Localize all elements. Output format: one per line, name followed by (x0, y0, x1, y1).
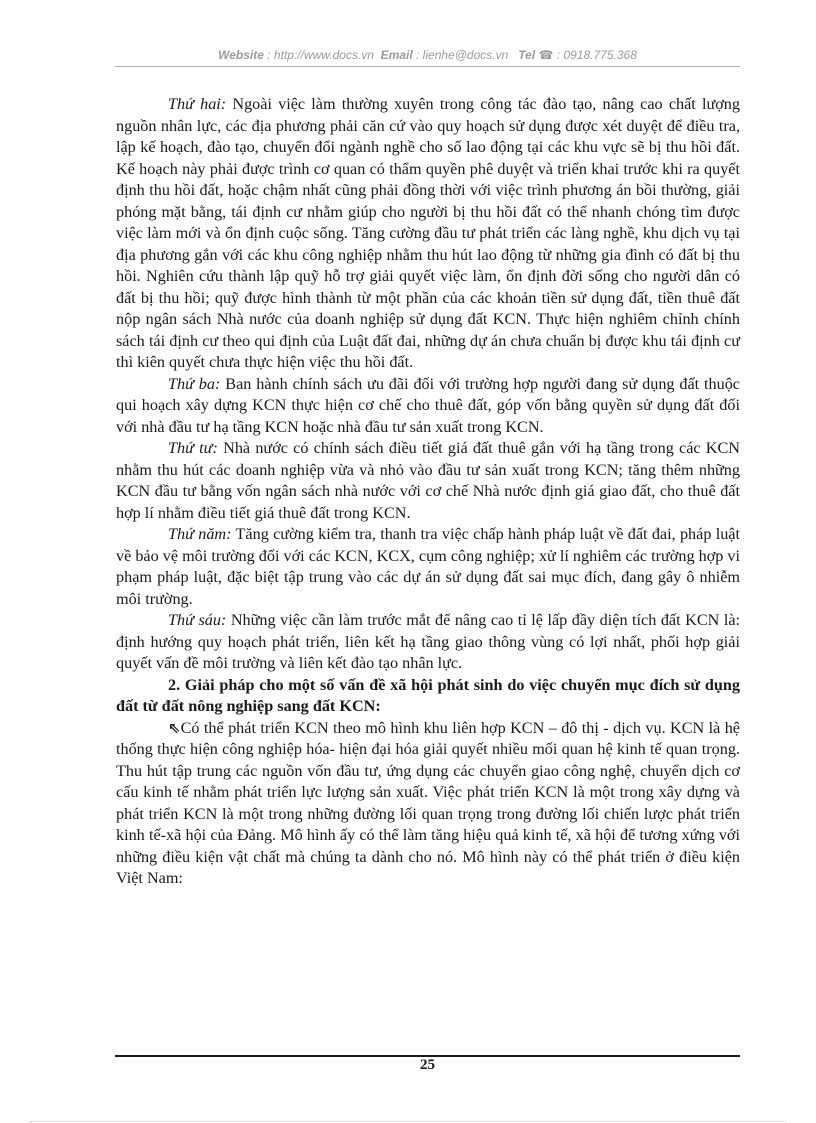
paragraph-lead: Thứ hai: (168, 95, 227, 113)
paragraph-lead: Thứ ba: (168, 374, 221, 393)
paragraph-final (116, 718, 740, 890)
paragraph-text: Những việc cần làm trước mắt để nâng cao tỉ lệ lấp đầy diện tích đất KCN là: định hướng quy hoạch phát triển, liên kết hạ tầng giao thông vùng có lợi nhất, phối hợp giải quyết vấn đề môi trường và liên kết đào tạo nhân lực. (116, 611, 740, 672)
arrow-bullet-icon: ⇖ (168, 718, 181, 737)
document-body (116, 94, 740, 890)
email-label: Email (380, 48, 413, 62)
tel-value: : 0918.775.368 (556, 48, 637, 62)
paragraph-thu-hai (116, 94, 740, 374)
page-number: 25 (420, 1057, 435, 1073)
paragraph-thu-tu (116, 438, 740, 524)
website-value: : http://www.docs.vn (267, 48, 374, 62)
paragraph-thu-nam (116, 524, 740, 610)
paragraph-lead: Thứ sáu: (168, 611, 227, 629)
header-divider (115, 66, 740, 67)
paragraph-thu-sau (116, 610, 740, 675)
paragraph-thu-ba (116, 374, 740, 439)
paragraph-lead: Thứ năm: (168, 525, 232, 543)
paragraph-text: Ngoài việc làm thường xuyên trong công tác đào tạo, nâng cao chất lượng nguồn nhân lực, các địa phương phải căn cứ vào quy hoạch sử dụng được xét duyệt để điều tra, lập kế hoạch, đào tạo, chuyển đổi ngành nghề cho số lao động tại các khu vực sẽ bị thu hồi đất. Kế hoạch này phải được trình cơ quan có thẩm quyền phê duyệt và triển khai trước khi ra quyết định thu hồi đất, hoặc chậm nhất cũng phải đồng thời với việc trình phương án bồi thường, giải phóng mặt bằng, tái định cư nhằm giúp cho người bị thu hồi đất có thể nhanh chóng tìm được việc làm mới và ổn định cuộc sống. Tăng cường đầu tư phát triển các làng nghề, khu dịch vụ tại địa phương gắn với các khu công nghiệp nhằm thu hút lao động từ những gia đình có đất bị thu hồi. Nghiên cứu thành lập quỹ hỗ trợ giải quyết việc làm, ổn định đời sống cho người dân có đất bị thu hồi; quỹ được hình thành từ một phần của các khoản tiền sử dụng đất, tiền thuê đất nộp ngân sách Nhà nước của doanh nghiệp sử dụng đất KCN. Thực hiện nghiêm chỉnh chính sách tái định cư theo qui định của Luật đất đai, những dự án chưa chuẩn bị được khu tái định cư thì kiên quyết chưa thực hiện việc thu hồi đất. (116, 95, 740, 371)
website-label: Website (218, 48, 264, 62)
paragraph-text: Ban hành chính sách ưu đãi đối với trường hợp người đang sử dụng đất thuộc qui hoạch xây dựng KCN thực hiện cơ chế cho thuê đất, góp vốn bằng quyền sử dụng đất đối với nhà đầu tư hạ tầng KCN hoặc nhà đầu tư sản xuất trong KCN. (116, 374, 740, 436)
paragraph-lead: Thứ tư: (168, 439, 218, 457)
tel-label: Tel ☎ (518, 48, 554, 62)
paragraph-text: Tăng cường kiểm tra, thanh tra việc chấp hành pháp luật về đất đai, pháp luật về bảo vệ môi trường đối với các KCN, KCX, cụm công nghiệp; xử lí nghiêm các trường hợp vi phạm pháp luật, đặc biệt tập trung vào các dự án sử dụng đất sai mục đích, đang gây ô nhiễm môi trường. (116, 525, 740, 608)
page-header (115, 48, 740, 62)
section-heading: 2. Giải pháp cho một số vấn đề xã hội phát sinh do việc chuyển mục đích sử dụng đất từ đất nông nghiệp sang đất KCN: (116, 675, 740, 715)
paragraph-text: Có thể phát triển KCN theo mô hình khu liên hợp KCN – đô thị - dịch vụ. KCN là hệ thống thực hiện công nghiệp hóa- hiện đại hóa giải quyết nhiều mối quan hệ kinh tế quan trọng. Thu hút tập trung các nguồn vốn đầu tư, ứng dụng các chuyển giao công nghệ, chuyển dịch cơ cấu kinh tế nhằm phát triển lực lượng sản xuất. Việc phát triển KCN là một trong xây dựng và phát triển KCN là một trong những đường lối quan trọng trong đường lối chiến lược phát triển kinh tế-xã hội của Đảng. Mô hình ấy có thể làm tăng hiệu quả kinh tế, xã hội để tương xứng với những điều kiện vật chất mà chúng ta dành cho nó. Mô hình này có thể phát triển ở điều kiện Việt Nam: (116, 718, 740, 887)
paragraph-text: Nhà nước có chính sách điều tiết giá đất thuê gắn với hạ tầng trong các KCN nhằm thu hút các doanh nghiệp vừa và nhỏ vào đầu tư sản xuất trong KCN; tăng thêm những KCN đầu tư bằng vốn ngân sách nhà nước với cơ chế Nhà nước định giá giao đất, cho thuê đất hợp lí nhằm điều tiết giá thuê đất trong KCN. (116, 439, 740, 522)
page-bottom-border (30, 1121, 786, 1122)
email-value: : lienhe@docs.vn (416, 48, 509, 62)
